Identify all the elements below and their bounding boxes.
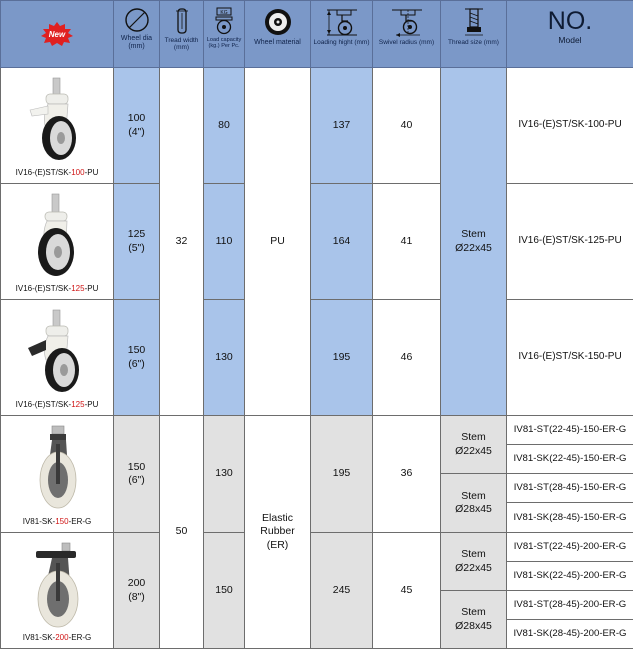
radius-cell: [373, 300, 441, 416]
model-value: IV81-SK(28-45)-200-ER-G: [513, 628, 627, 639]
header-wheel-dia: [114, 1, 160, 68]
table-row: [1, 184, 633, 300]
material-cell: [245, 68, 311, 416]
load-value: 130: [215, 467, 233, 480]
tread-width-value: 50: [175, 525, 188, 538]
height-cell: [311, 184, 373, 300]
thread-size-icon: [463, 7, 485, 37]
thread-cell: [441, 416, 507, 474]
header-thread-size: [441, 1, 507, 68]
model-cell: [507, 562, 633, 591]
swivel-radius-icon: [390, 7, 424, 37]
material-line1: Elastic Rubber: [260, 512, 295, 538]
model-value: IV16-(E)ST/SK-125-PU: [518, 235, 622, 247]
load-cell: [204, 533, 245, 649]
table-row: [1, 533, 633, 562]
wheel-dia-value: 200: [127, 577, 146, 590]
load-cell: [204, 184, 245, 300]
header-swivel-radius: [373, 1, 441, 68]
wheel-dia-cell: [114, 416, 160, 533]
wheel-dia-inch: (6"): [128, 357, 145, 370]
height-cell: [311, 533, 373, 649]
header-loading-height-label: Loading hight (mm): [313, 39, 370, 46]
product-caption: [1, 517, 113, 527]
header-load-capacity: [204, 1, 245, 68]
kg-label: KG: [220, 10, 228, 16]
header-thread-size-label: Thread size (mm): [448, 39, 499, 46]
tread-width-icon: [175, 7, 189, 35]
caption-suffix: -PU: [84, 168, 99, 177]
caption-prefix: IV16-(E)ST/SK-: [15, 168, 72, 177]
radius-value: 41: [400, 234, 413, 247]
header-tread-width-label: Tread width (mm): [164, 37, 199, 52]
wheel-material-icon: [263, 7, 293, 37]
model-cell: [507, 620, 633, 649]
caption-suffix: -PU: [84, 400, 99, 409]
height-cell: [311, 416, 373, 533]
caster-pu-150-image: [22, 308, 92, 404]
load-value: 110: [215, 234, 233, 247]
thread-cell: [441, 68, 507, 416]
material-value: PU: [270, 234, 285, 247]
radius-cell: [373, 416, 441, 533]
height-value: 195: [332, 350, 351, 363]
thread-line2: Ø22x45: [455, 561, 492, 574]
product-image-cell: [1, 416, 114, 533]
thread-line1: Stem: [461, 548, 486, 561]
caption-size: 200: [55, 633, 69, 642]
caption-size: 150: [55, 517, 69, 526]
model-value: IV81-ST(28-45)-200-ER-G: [513, 599, 627, 610]
product-caption: [1, 284, 113, 294]
header-loading-height: [311, 1, 373, 68]
height-value: 245: [332, 583, 351, 596]
caster-pu-100-image: [22, 76, 92, 172]
model-cell: [507, 184, 633, 300]
wheel-dia-cell: [114, 68, 160, 184]
table-row: [1, 416, 633, 445]
tread-width-cell: [160, 416, 204, 649]
tread-width-value: 32: [175, 234, 188, 247]
tread-width-cell: [160, 68, 204, 416]
wheel-dia-cell: [114, 533, 160, 649]
wheel-dia-inch: (5"): [128, 241, 145, 254]
model-value: IV16-(E)ST/SK-100-PU: [518, 119, 622, 131]
product-caption: [1, 633, 113, 643]
wheel-dia-cell: [114, 300, 160, 416]
material-line2: (ER): [266, 538, 289, 551]
model-value: IV16-(E)ST/SK-150-PU: [518, 351, 622, 363]
model-cell: [507, 503, 633, 533]
material-cell: [245, 416, 311, 649]
caption-prefix: IV16-(E)ST/SK-: [15, 284, 72, 293]
radius-value: 45: [400, 583, 413, 596]
height-cell: [311, 300, 373, 416]
caster-er-200-image: [22, 541, 92, 633]
model-value: IV81-ST(22-45)-200-ER-G: [513, 541, 627, 552]
loading-height-icon: [325, 7, 359, 37]
model-cell: [507, 416, 633, 445]
caption-suffix: -PU: [84, 284, 99, 293]
wheel-diameter-icon: [124, 7, 150, 33]
thread-line1: Stem: [461, 228, 486, 241]
header-load-capacity-label: Load capacity (kg.) Per Pc.: [206, 37, 242, 50]
caster-pu-125-image: [22, 192, 92, 288]
wheel-dia-inch: (8"): [128, 590, 145, 603]
radius-value: 36: [400, 467, 413, 480]
height-value: 195: [332, 467, 351, 480]
header-row: [1, 1, 633, 68]
load-value: 80: [218, 118, 230, 131]
header-wheel-dia-label: Wheel dia (mm): [120, 35, 153, 51]
product-image-cell: [1, 300, 114, 416]
model-cell: [507, 445, 633, 474]
header-wheel-material: [245, 1, 311, 68]
product-image-cell: [1, 533, 114, 649]
new-badge-icon: [40, 21, 74, 47]
caption-prefix: IV16-(E)ST/SK-: [15, 400, 72, 409]
product-caption: [1, 400, 113, 410]
load-value: 130: [215, 350, 233, 363]
wheel-dia-value: 125: [127, 228, 146, 241]
new-badge-cell: [1, 1, 114, 68]
model-cell: [507, 533, 633, 562]
header-model-label: Model: [558, 35, 582, 45]
thread-cell: [441, 591, 507, 649]
new-badge-text: New: [48, 30, 66, 39]
model-value: IV81-ST(28-45)-150-ER-G: [513, 482, 627, 493]
caption-suffix: -ER-G: [68, 517, 92, 526]
thread-line1: Stem: [461, 606, 486, 619]
header-tread-width: [160, 1, 204, 68]
product-image-cell: [1, 184, 114, 300]
radius-cell: [373, 533, 441, 649]
model-value: IV81-SK(22-45)-150-ER-G: [513, 453, 627, 464]
wheel-dia-value: 150: [127, 460, 146, 473]
model-value: IV81-ST(22-45)-150-ER-G: [513, 424, 627, 435]
height-value: 137: [332, 118, 351, 131]
header-model: [507, 1, 633, 68]
wheel-dia-inch: (6"): [128, 474, 145, 486]
thread-line1: Stem: [461, 431, 486, 444]
load-value: 150: [215, 583, 233, 596]
caption-size: 100: [71, 168, 85, 177]
thread-cell: [441, 533, 507, 591]
height-cell: [311, 68, 373, 184]
load-cell: [204, 300, 245, 416]
wheel-dia-value: 100: [127, 112, 146, 125]
load-cell: [204, 68, 245, 184]
wheel-dia-inch: (4"): [128, 125, 145, 138]
wheel-dia-cell: [114, 184, 160, 300]
model-cell: [507, 68, 633, 184]
load-capacity-icon: [212, 7, 236, 35]
thread-line1: Stem: [461, 489, 486, 502]
model-value: IV81-SK(28-45)-150-ER-G: [513, 511, 627, 523]
thread-line2: Ø28x45: [455, 619, 492, 632]
header-swivel-radius-label: Swivel radius (mm): [378, 39, 435, 46]
header-wheel-material-label: Wheel material: [254, 39, 301, 46]
model-cell: [507, 474, 633, 503]
caption-size: 125: [71, 284, 85, 293]
radius-value: 40: [400, 118, 413, 131]
header-no: NO.: [547, 7, 593, 35]
model-cell: [507, 300, 633, 416]
thread-line2: Ø28x45: [455, 503, 492, 515]
caption-prefix: IV81-SK-: [22, 517, 56, 526]
model-cell: [507, 591, 633, 620]
thread-line2: Ø22x45: [455, 241, 492, 254]
load-cell: [204, 416, 245, 533]
product-caption: [1, 168, 113, 178]
radius-cell: [373, 184, 441, 300]
model-value: IV81-SK(22-45)-200-ER-G: [513, 570, 627, 581]
thread-line2: Ø22x45: [455, 444, 492, 457]
thread-cell: [441, 474, 507, 533]
radius-cell: [373, 68, 441, 184]
table-row: [1, 68, 633, 184]
caption-size: 125: [71, 400, 85, 409]
radius-value: 46: [400, 350, 413, 363]
caption-prefix: IV81-SK-: [22, 633, 56, 642]
height-value: 164: [332, 234, 351, 247]
caster-er-150-image: [22, 424, 92, 516]
wheel-dia-value: 150: [127, 344, 146, 357]
caption-suffix: -ER-G: [68, 633, 92, 642]
table-row: [1, 300, 633, 416]
product-image-cell: [1, 68, 114, 184]
